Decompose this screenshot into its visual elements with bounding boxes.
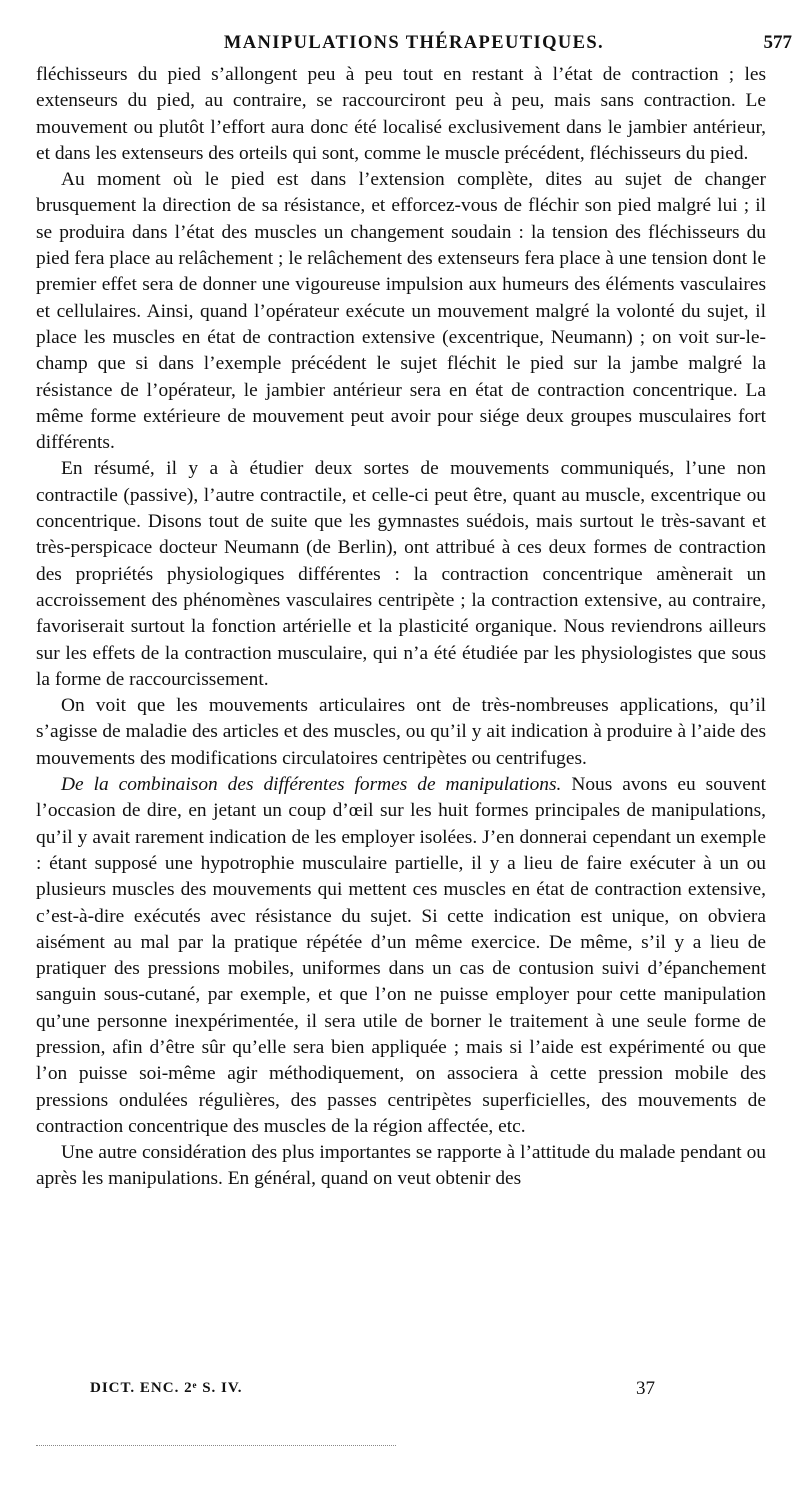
bottom-dotted-rule bbox=[36, 1445, 396, 1446]
paragraph-6 bbox=[36, 1140, 766, 1193]
paragraph-3 bbox=[36, 456, 766, 693]
sheet-number: 37 bbox=[636, 1378, 655, 1399]
paragraph-4-text: On voit que les mouvements articulaires ont de très-nombreuses applications, qu’il s’agisse de maladie des articles et des muscles, ou qu’il y ait indication à produire à l’aide des mouvements des modifications circulatoires centripètes ou centrifuges. bbox=[36, 695, 766, 769]
page-number: 577 bbox=[763, 32, 792, 53]
section-heading: De la combinaison des différentes formes de manipulations. bbox=[61, 774, 562, 796]
paragraph-5 bbox=[36, 772, 766, 1140]
printer-signature: DICT. ENC. 2ᵉ S. IV. bbox=[90, 1380, 243, 1396]
paragraph-6-text: Une autre considération des plus importantes se rapporte à l’attitude du malade pendant ou après les manipulations. En général, quand on veut obtenir des bbox=[36, 1142, 766, 1190]
paragraph-1 bbox=[36, 62, 766, 167]
running-title: MANIPULATIONS THÉRAPEUTIQUES. bbox=[223, 33, 605, 53]
paragraph-3-text: En résumé, il y a à étudier deux sortes de mouvements communiqués, l’une non contractile (passive), l’autre contractile, et celle-ci peut être, quant au muscle, excentrique ou concentrique. Disons tout de suite que les gymnastes suédois, mais surtout le très-savant et très-perspicace docteur Neumann (de Berlin), ont attribué à ces deux formes de contraction des propriétés physiologiques différentes : la contraction concentrique amènerait un accroissement des phénomènes vasculaires centripète ; la contraction extensive, au contraire, favoriserait surtout la fonction artérielle et la plasticité organique. Nous reviendrons ailleurs sur les effets de la contraction musculaire, qui n’a été étudiée par les physiologistes que sous la forme de raccourcissement. bbox=[36, 458, 766, 690]
running-head bbox=[36, 30, 792, 56]
paragraph-2 bbox=[36, 167, 766, 456]
paragraph-1-text: fléchisseurs du pied s’allongent peu à peu tout en restant à l’état de contraction ; les extenseurs du pied, au contraire, se raccourciront peu à peu, mais sans contraction. Le mouvement ou plutôt l’effort aura donc été localisé exclusivement dans le jambier antérieur, et dans les extenseurs des orteils qui sont, comme le muscle précédent, fléchisseurs du pied. bbox=[36, 64, 766, 164]
paragraph-4 bbox=[36, 693, 766, 772]
body-text bbox=[36, 62, 766, 1193]
paragraph-2-text: Au moment où le pied est dans l’extension complète, dites au sujet de changer brusquement la direction de sa résistance, et efforcez-vous de fléchir son pied malgré lui ; il se produira dans l’état des muscles un changement soudain : la tension des fléchisseurs du pied fera place au relâchement ; le relâchement des extenseurs fera place à une tension dont le premier effet sera de donner une vigoureuse impulsion aux humeurs des éléments vasculaires et cellulaires. Ainsi, quand l’opérateur exécute un mouvement malgré la volonté du sujet, il place les muscles en état de contraction extensive (excentrique, Neumann) ; on voit sur-le-champ que si dans l’exemple précédent le sujet fléchit le pied sur la jambe malgré la résistance de l’opérateur, le jambier antérieur sera en état de contraction concentrique. La même forme extérieure de mouvement peut avoir pour siége deux groupes musculaires fort différents. bbox=[36, 169, 766, 454]
paragraph-5-text: Nous avons eu souvent l’occasion de dire, en jetant un coup d’œil sur les huit formes principales de manipulations, qu’il y avait rarement indication de les employer isolées. J’en donnerai cependant un exemple : étant supposé une hypotrophie musculaire partielle, il y a lieu de faire exécuter à un ou plusieurs muscles des mouvements qui mettent ces muscles en état de contraction extensive, c’est-à-dire exécutés avec résistance du sujet. Si cette indication est unique, on obviera aisément au mal par la pratique répétée d’un même exercice. De même, s’il y a lieu de pratiquer des pressions mobiles, uniformes dans un cas de contusion suivi d’épanchement sanguin sous-cutané, par exemple, et que l’on ne puisse employer pour cette manipulation qu’une personne inexpérimentée, il sera utile de borner le traitement à une seule forme de pression, afin d’être sûr qu’elle sera bien appliquée ; mais si l’aide est expérimenté ou que l’on puisse soi-même agir méthodiquement, on associera à cette pression mobile des pressions ondulées régulières, des passes centripètes superficielles, des mouvements de contraction concentrique des muscles de la région affectée, etc. bbox=[36, 774, 766, 1137]
